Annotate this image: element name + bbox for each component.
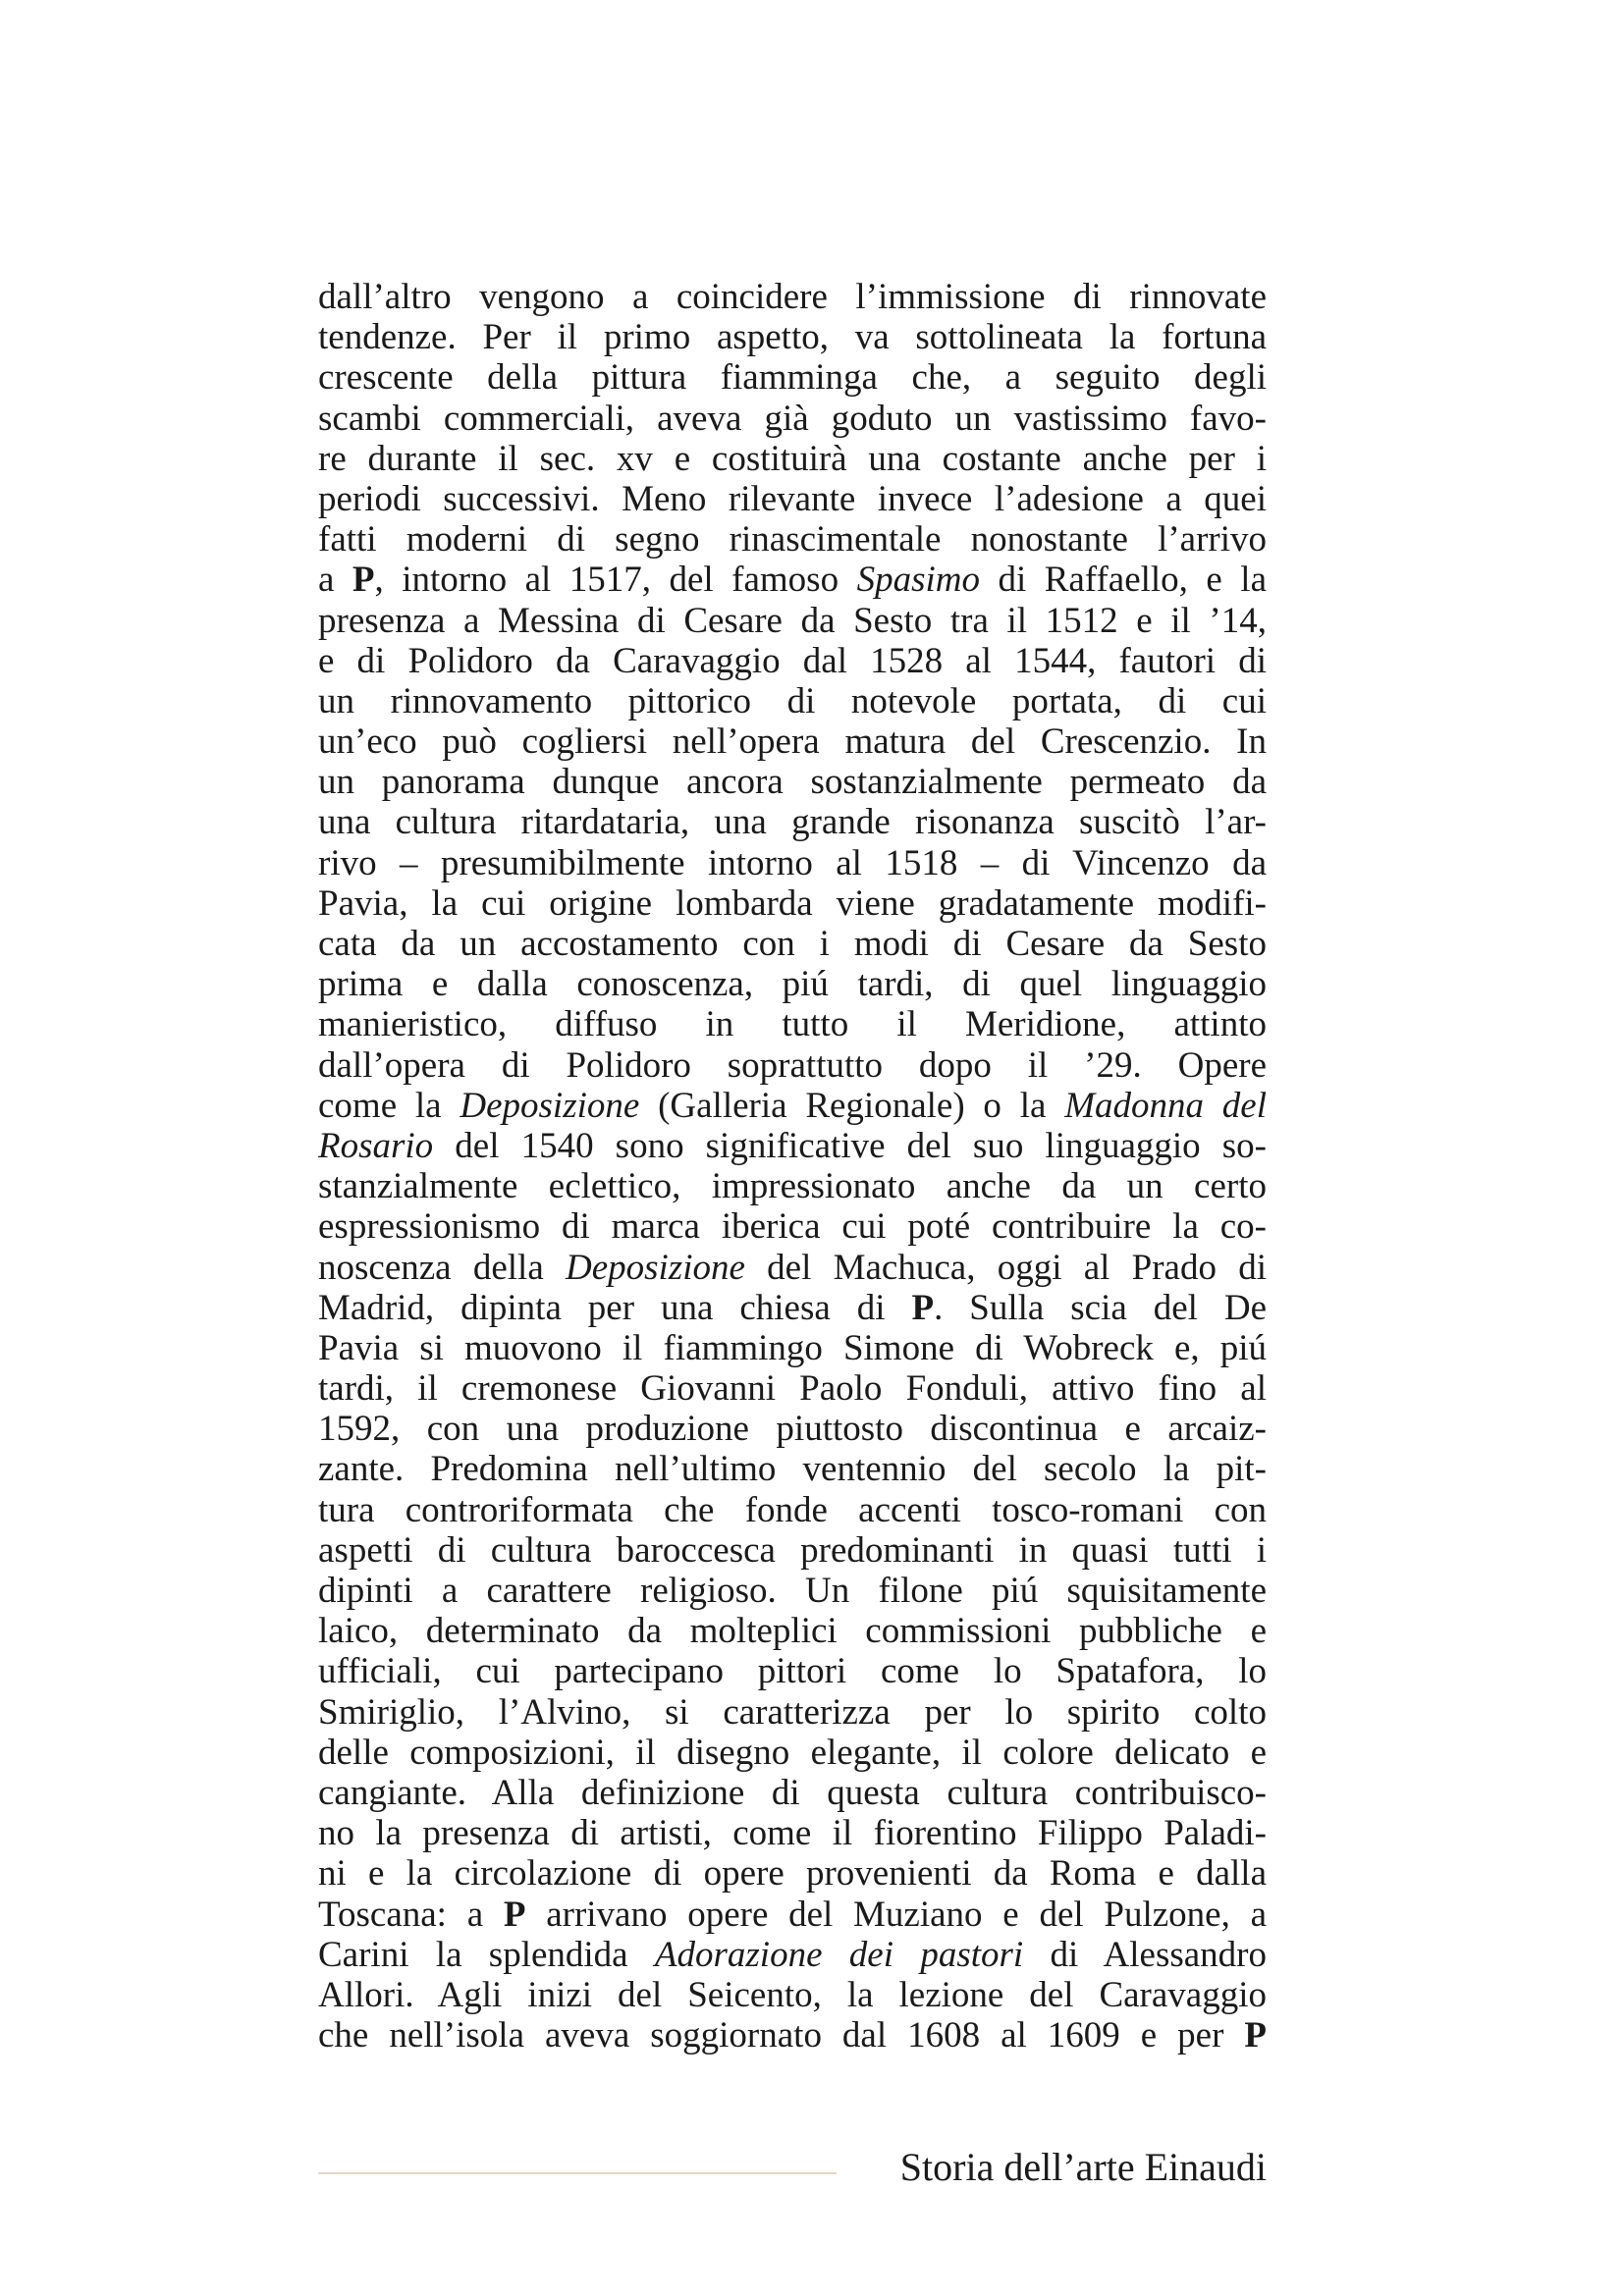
text-segment: un panorama dunque ancora sostanzialmente permeato da (318, 762, 1267, 803)
text-segment: laico, determinato da molteplici commissioni pubbliche e (318, 1611, 1267, 1652)
text-segment: del 1540 sono significative del suo linguaggio so- (433, 1125, 1267, 1166)
text-line (318, 1248, 1267, 1288)
italic-text: Spasimo (856, 560, 980, 601)
text-line (318, 883, 1267, 924)
text-segment: Allori. Agli inizi del Seicento, la lezione del Caravaggio (318, 1974, 1267, 2015)
text-segment: Pavia si muovono il fiammingo Simone di Wobreck e, piú (318, 1327, 1267, 1368)
text-line (318, 1045, 1267, 1086)
text-line (318, 357, 1267, 398)
text-line (318, 1571, 1267, 1611)
text-segment: scambi commerciali, aveva già goduto un vastissimo favo- (318, 398, 1267, 439)
italic-text: Rosario (318, 1125, 434, 1166)
text-segment: , intorno al 1517, del famoso (374, 560, 857, 601)
text-segment: di Raffaello, e la (979, 560, 1267, 601)
text-line (318, 843, 1267, 883)
text-segment: e di Polidoro da Caravaggio dal 1528 al 1544, fautori di (318, 640, 1267, 681)
text-segment: tendenze. Per il primo aspetto, va sottolineata la fortuna (318, 317, 1267, 358)
text-segment: che nell’isola aveva soggiornato dal 1608 al 1609 e per (318, 2015, 1245, 2056)
text-line (318, 1166, 1267, 1206)
text-segment: a (318, 560, 352, 601)
text-line (318, 277, 1267, 317)
text-segment: zante. Predomina nell’ultimo ventennio del secolo la pit- (318, 1449, 1267, 1490)
text-line (318, 560, 1267, 600)
text-segment: cangiante. Alla definizione di questa cultura contribuisco- (318, 1772, 1267, 1813)
text-line (318, 1975, 1267, 2015)
text-line (318, 762, 1267, 802)
text-segment: aspetti di cultura baroccesca predominanti in quasi tutti i (318, 1529, 1267, 1571)
text-segment: no la presenza di artisti, come il fiorentino Filippo Paladi- (318, 1813, 1267, 1854)
text-segment: (Galleria Regionale) o la (639, 1085, 1065, 1126)
text-line (318, 2015, 1267, 2056)
text-line (318, 1368, 1267, 1409)
text-segment: un’eco può cogliersi nell’opera matura del Crescenzio. In (318, 721, 1267, 763)
text-line (318, 1086, 1267, 1126)
bold-text: P (352, 560, 375, 601)
text-line (318, 317, 1267, 357)
text-line (318, 1813, 1267, 1853)
text-segment: re durante il sec. xv e costituirà una costante anche per i (318, 438, 1267, 479)
text-line (318, 1126, 1267, 1166)
text-line (318, 1773, 1267, 1813)
text-segment: . Sulla scia del De (934, 1287, 1267, 1328)
text-segment: Toscana: a (318, 1894, 504, 1935)
text-line (318, 924, 1267, 964)
text-segment: dall’altro vengono a coincidere l’immissione di rinnovate (318, 277, 1267, 317)
text-line (318, 1895, 1267, 1935)
text-line (318, 721, 1267, 762)
text-line (318, 1004, 1267, 1044)
text-segment: ufficiali, cui partecipano pittori come lo Spatafora, lo (318, 1651, 1267, 1692)
text-segment: presenza a Messina di Cesare da Sesto tra il 1512 e il ’14, (318, 600, 1267, 641)
text-line (318, 1651, 1267, 1691)
text-line (318, 1530, 1267, 1571)
text-line (318, 1409, 1267, 1449)
text-segment: delle composizioni, il disegno elegante, il colore delicato e (318, 1732, 1267, 1773)
bold-text: P (503, 1894, 526, 1935)
text-segment: Smiriglio, l’Alvino, si caratterizza per lo spirito colto (318, 1691, 1267, 1733)
text-line (318, 1490, 1267, 1530)
text-line (318, 1449, 1267, 1489)
text-line (318, 641, 1267, 681)
text-segment: arrivano opere del Muziano e del Pulzone, a (525, 1894, 1267, 1935)
text-segment: noscenza della (318, 1247, 566, 1288)
text-line (318, 439, 1267, 479)
text-line (318, 1328, 1267, 1368)
text-line (318, 1853, 1267, 1894)
text-line (318, 802, 1267, 842)
bold-text: P (911, 1287, 935, 1328)
text-segment: Carini la splendida (318, 1934, 655, 1975)
italic-text: Deposizione (460, 1085, 640, 1126)
text-segment: periodi successivi. Meno rilevante invece l’adesione a quei (318, 478, 1267, 519)
text-segment: crescente della pittura fiamminga che, a seguito degli (318, 357, 1267, 399)
text-segment: dall’opera di Polidoro soprattutto dopo il ’29. Opere (318, 1044, 1267, 1086)
text-line (318, 1935, 1267, 1975)
text-line (318, 681, 1267, 721)
text-segment: fatti moderni di segno rinascimentale nonostante l’arrivo (318, 519, 1267, 561)
italic-text: Madonna del (1064, 1085, 1268, 1126)
bold-text: P (1244, 2015, 1267, 2056)
text-line (318, 399, 1267, 439)
text-segment: Madrid, dipinta per una chiesa di (318, 1287, 912, 1328)
text-segment: tardi, il cremonese Giovanni Paolo Fonduli, attivo fino al (318, 1368, 1267, 1410)
text-line (318, 1611, 1267, 1651)
text-line (318, 479, 1267, 519)
text-line (318, 1288, 1267, 1328)
text-segment: cata da un accostamento con i modi di Cesare da Sesto (318, 924, 1267, 964)
text-line (318, 601, 1267, 641)
text-segment: come la (318, 1085, 460, 1126)
text-segment: Pavia, la cui origine lombarda viene gradatamente modifi- (318, 882, 1267, 924)
text-segment: prima e dalla conoscenza, piú tardi, di quel linguaggio (318, 964, 1267, 1005)
text-segment: una cultura ritardataria, una grande risonanza suscitò l’ar- (318, 802, 1267, 843)
text-segment: ni e la circolazione di opere provenienti da Roma e dalla (318, 1853, 1267, 1895)
text-segment: dipinti a carattere religioso. Un filone piú squisitamente (318, 1571, 1267, 1611)
text-segment: un rinnovamento pittorico di notevole portata, di cui (318, 680, 1267, 721)
text-segment: 1592, con una produzione piuttosto discontinua e arcaiz- (318, 1409, 1267, 1450)
footer-title: Storia dell’arte Einaudi (899, 2145, 1267, 2189)
italic-text: Deposizione (565, 1247, 745, 1288)
text-line (318, 1692, 1267, 1733)
italic-text: Adorazione dei pastori (654, 1934, 1024, 1975)
text-segment: stanzialmente eclettico, impressionato anche da un certo (318, 1166, 1267, 1207)
text-line (318, 1206, 1267, 1247)
text-segment: di Alessandro (1023, 1934, 1267, 1975)
text-line (318, 964, 1267, 1004)
text-line (318, 1733, 1267, 1773)
text-segment: tura controriformata che fonde accenti tosco-romani con (318, 1489, 1267, 1530)
body-text (318, 277, 1267, 2056)
text-segment: rivo – presumibilmente intorno al 1518 – di Vincenzo da (318, 842, 1267, 883)
text-segment: del Machuca, oggi al Prado di (744, 1247, 1267, 1288)
text-segment: espressionismo di marca iberica cui poté contribuire la co- (318, 1206, 1267, 1248)
text-line (318, 519, 1267, 560)
text-segment: manieristico, diffuso in tutto il Meridione, attinto (318, 1004, 1267, 1045)
footer-rule (318, 2172, 837, 2174)
